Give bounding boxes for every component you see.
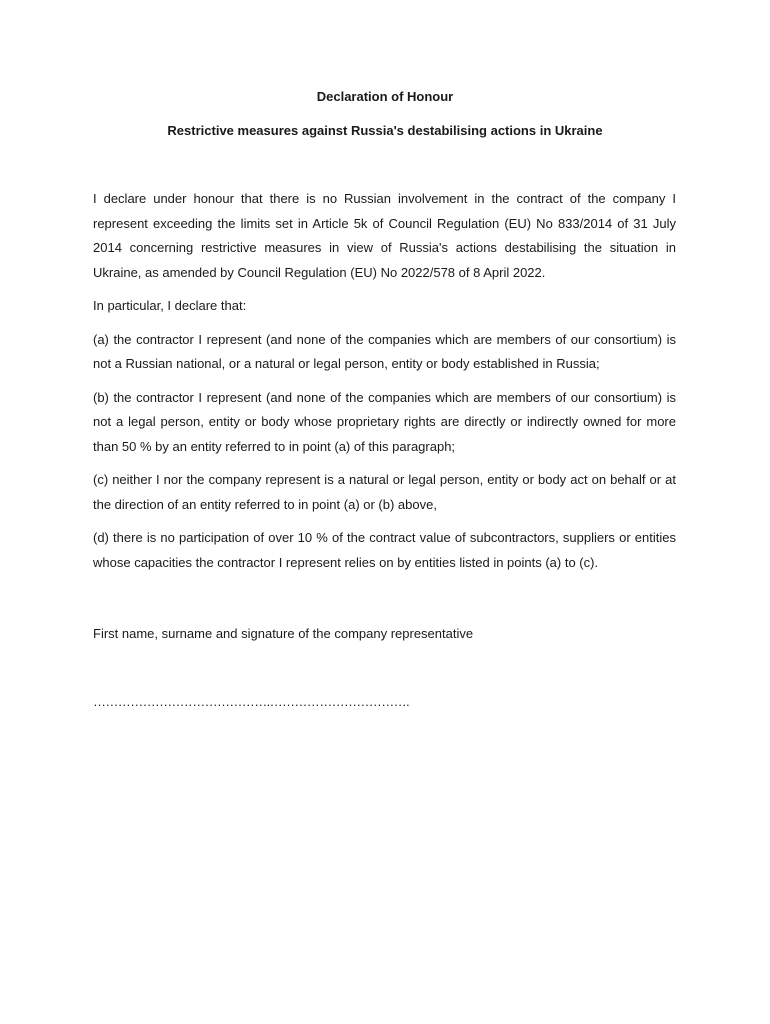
document-subtitle: Restrictive measures against Russia's destabilising actions in Ukraine	[167, 123, 603, 138]
declaration-paragraph: I declare under honour that there is no Russian involvement in the contract of the company I represent exceeding the limits set in Article 5k of Council Regulation (EU) No 833/2014 of 31 July 2014 concerning restrictive measures in view of Russia's actions destabilising the situation in Ukraine, as amended by Council Regulation (EU) No 2022/578 of 8 April 2022.	[93, 191, 676, 280]
declaration-body	[93, 187, 676, 584]
declaration-point-c: (c) neither I nor the company represent is a natural or legal person, entity or body act on behalf or at the direction of an entity referred to in point (a) or (b) above,	[93, 472, 676, 512]
declaration-point-b: (b) the contractor I represent (and none of the companies which are members of our consortium) is not a legal person, entity or body whose proprietary rights are directly or indirectly owned for more than 50 % by an entity referred to in point (a) of this paragraph;	[93, 389, 676, 454]
signature-line: …………………………………….…………………………….	[93, 694, 410, 709]
signature-label: First name, surname and signature of the company representative	[93, 626, 474, 641]
declaration-point-a: (a) the contractor I represent (and none of the companies which are members of our consortium) is not a Russian national, or a natural or legal person, entity or body established in Russia;	[93, 331, 676, 371]
declaration-intro: In particular, I declare that:	[93, 298, 247, 313]
document-title: Declaration of Honour	[316, 89, 454, 104]
declaration-point-d: (d) there is no participation of over 10 % of the contract value of subcontractors, suppliers or entities whose capacities the contractor I represent relies on by entities listed in points (a) to (c).	[93, 530, 676, 570]
